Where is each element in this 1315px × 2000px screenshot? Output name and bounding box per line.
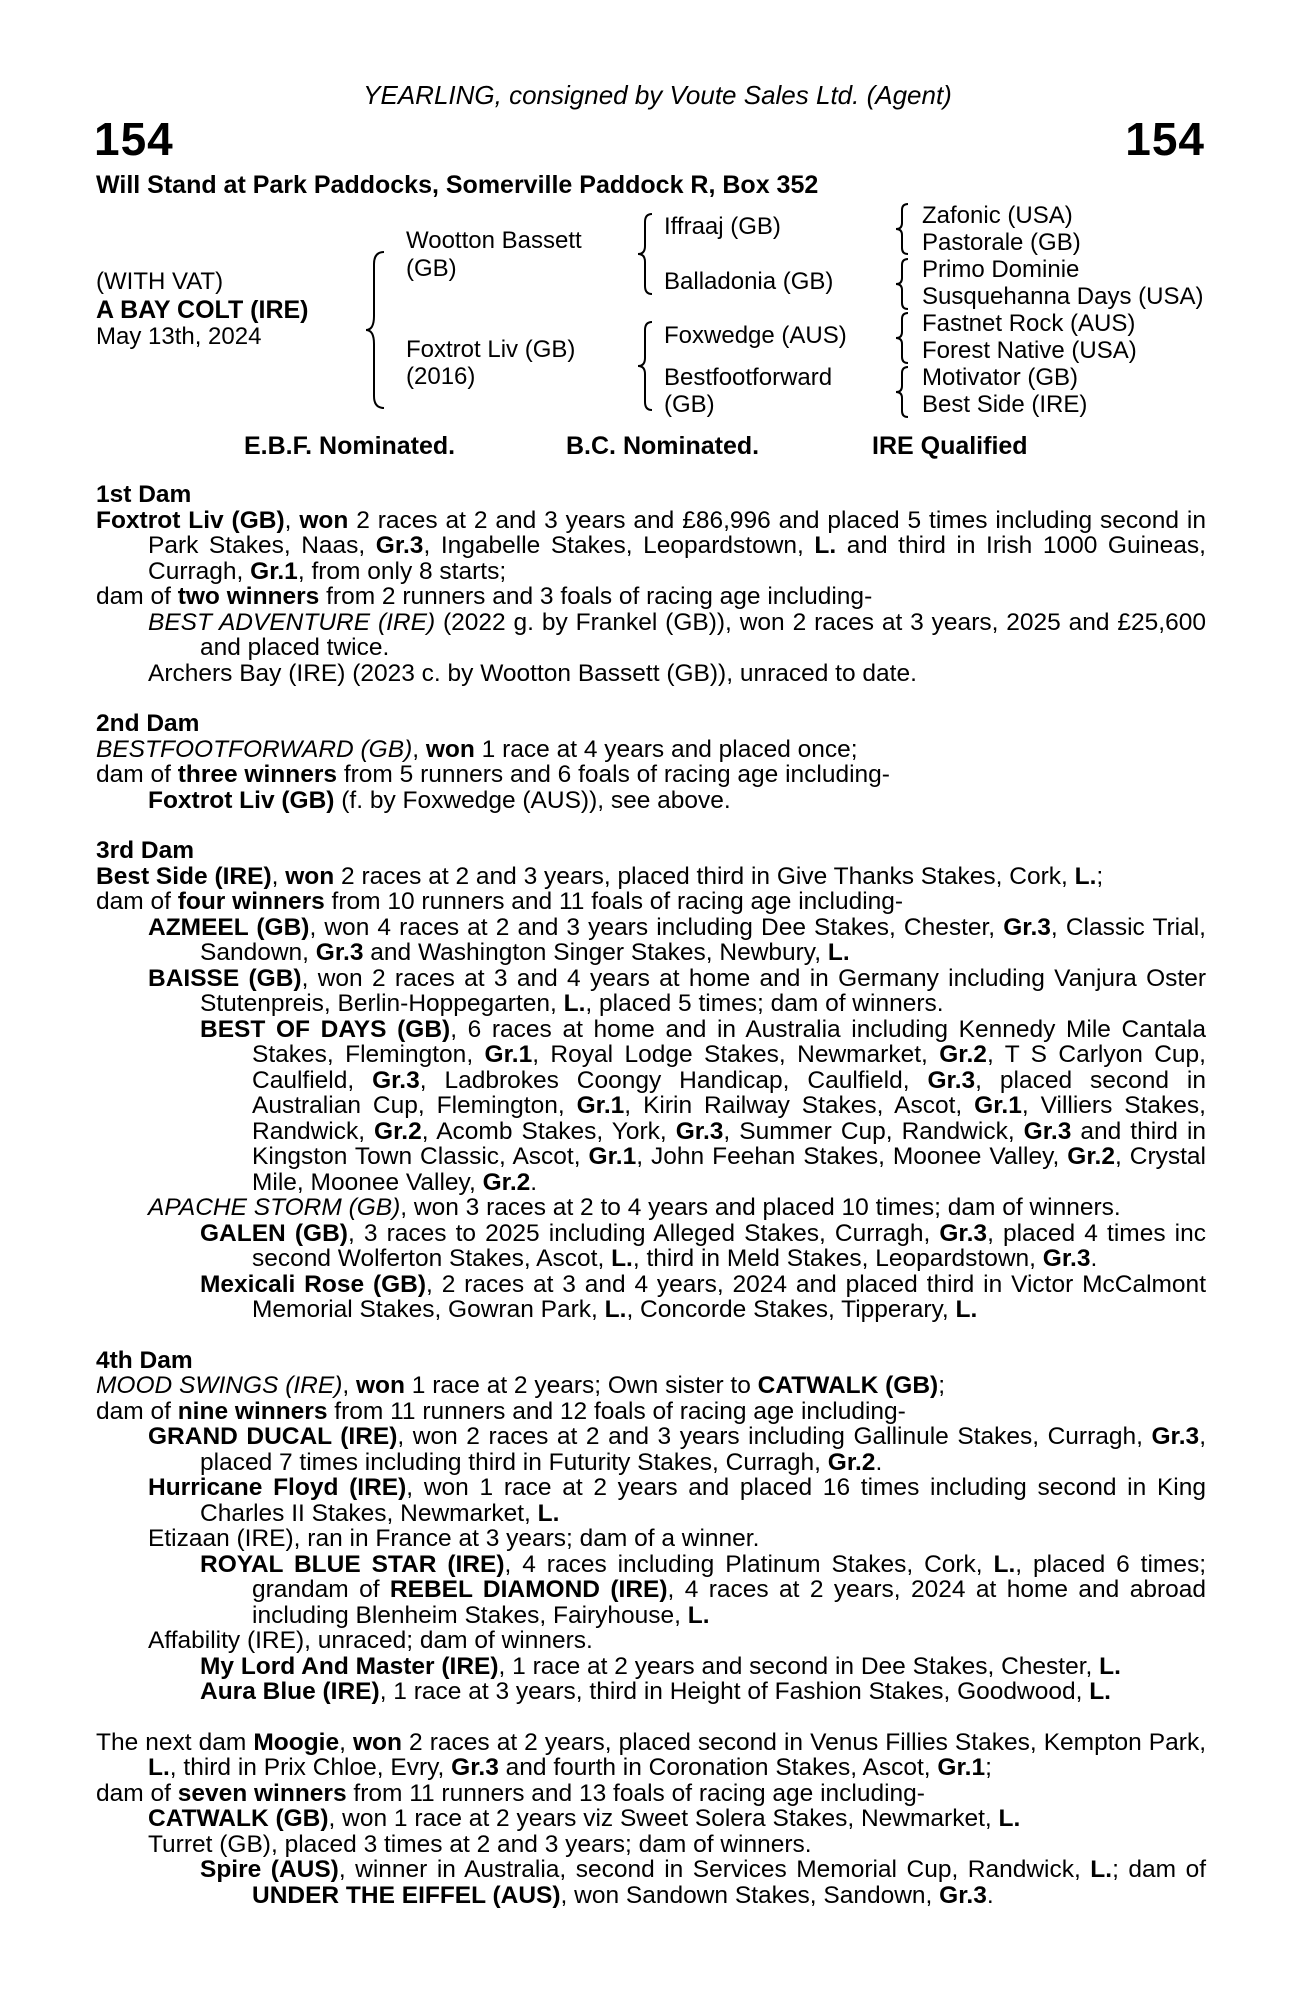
record-line: dam of three winners from 5 runners and 6 foals of racing age including-: [96, 761, 890, 788]
sire-name-2: (GB): [406, 255, 457, 282]
record-line: Spire (AUS), winner in Australia, second in Services Memorial Cup, Randwick, L.; dam of UNDER THE EIFFEL (AUS), won Sandown Stakes, Sandown, Gr.3.: [200, 1856, 1206, 1909]
dam-section: [96, 482, 1206, 686]
record-line: BEST OF DAYS (GB), 6 races at home and in Australia including Kennedy Mile Cantala Stakes, Flemington, Gr.1, Royal Lodge Stakes, Newmarket, Gr.2, T S Carlyon Cup, Caulfield, Gr.3, Ladbrokes Coongy Handicap, Caulfield, Gr.3, placed second in Australian Cup, Flemington, Gr.1, Kirin Railway Stakes, Ascot, Gr.1, Villiers Stakes, Randwick, Gr.2, Acomb Stakes, York, Gr.3, Summer Cup, Randwick, Gr.3 and third in Kingston Town Classic, Ascot, Gr.1, John Feehan Stakes, Moonee Valley, Gr.2, Crystal Mile, Moonee Valley, Gr.2.: [200, 1015, 1207, 1196]
gg-5: Fastnet Rock (AUS): [922, 310, 1136, 337]
record-line: The next dam Moogie, won 2 races at 2 years, placed second in Venus Fillies Stakes, Kempton Park, L., third in Prix Chloe, Evry, Gr.3 and fourth in Coronation Stakes, Ascot, Gr.1;: [96, 1728, 1206, 1781]
record-line: Etizaan (IRE), ran in France at 3 years; dam of a winner.: [148, 1525, 760, 1552]
record-line: AZMEEL (GB), won 4 races at 2 and 3 years including Dee Stakes, Chester, Gr.3, Classic Trial, Sandown, Gr.3 and Washington Singer Stakes, Newbury, L.: [148, 913, 1206, 966]
sire-dam: Balladonia (GB): [664, 268, 834, 295]
gg-2: Pastorale (GB): [922, 229, 1081, 256]
lot-number-right: 154: [1125, 113, 1205, 165]
dam-name-2: (2016): [406, 363, 476, 390]
record-line: MOOD SWINGS (IRE), won 1 race at 2 years; Own sister to CATWALK (GB);: [96, 1372, 946, 1399]
pedigree-brace-sire: [636, 212, 656, 296]
pedigree-brace-gg4: [894, 365, 912, 419]
record-line: Foxtrot Liv (GB), won 2 races at 2 and 3 years and £86,996 and placed 5 times including second in Park Stakes, Naas, Gr.3, Ingabelle Stakes, Leopardstown, L. and third in Irish 1000 Guineas, Curragh, Gr.1, from only 8 starts;: [96, 506, 1206, 585]
record-line: My Lord And Master (IRE), 1 race at 2 years and second in Dee Stakes, Chester, L.: [200, 1652, 1121, 1680]
record-line: APACHE STORM (GB), won 3 races at 2 to 4 years and placed 10 times; dam of winners.: [148, 1194, 1121, 1221]
dam-name-1: Foxtrot Liv (GB): [406, 336, 576, 363]
record-line: Mexicali Rose (GB), 2 races at 3 and 4 years, 2024 and placed third in Victor McCalmont Memorial Stakes, Gowran Park, L., Concorde Stakes, Tipperary, L.: [200, 1270, 1206, 1323]
record-line: dam of nine winners from 11 runners and 12 foals of racing age including-: [96, 1397, 906, 1425]
record-line: ROYAL BLUE STAR (IRE), 4 races including Platinum Stakes, Cork, L., placed 6 times; grandam of REBEL DIAMOND (IRE), 4 races at 2 years, 2024 at home and abroad including Blenheim Stakes, Fairyhouse, L.: [200, 1550, 1206, 1629]
record-line: GALEN (GB), 3 races to 2025 including Alleged Stakes, Curragh, Gr.3, placed 4 times inc second Wolferton Stakes, Ascot, L., third in Meld Stakes, Leopardstown, Gr.3.: [200, 1219, 1207, 1272]
dam-section: [96, 838, 1206, 1323]
pedigree-table: [0, 0, 1315, 460]
dam-section: [96, 1348, 1206, 1705]
lot-number-left: 154: [94, 113, 174, 165]
pedigree-brace-main: [364, 250, 390, 410]
sire-sire: Iffraaj (GB): [664, 213, 781, 240]
section-heading: 3rd Dam: [96, 837, 195, 864]
sire-name-1: Wootton Bassett: [406, 227, 582, 254]
record-line: CATWALK (GB), won 1 race at 2 years viz Sweet Solera Stakes, Newmarket, L.: [148, 1805, 1021, 1832]
dam-section: [96, 711, 1206, 813]
pedigree-brace-gg3: [894, 311, 912, 365]
gg-8: Best Side (IRE): [922, 391, 1088, 418]
stand-location: Will Stand at Park Paddocks, Somerville Paddock R, Box 352: [96, 171, 819, 199]
dam-section: [96, 1730, 1206, 1909]
gg-1: Zafonic (USA): [922, 202, 1073, 229]
gg-3: Primo Dominie: [922, 256, 1080, 283]
record-line: Turret (GB), placed 3 times at 2 and 3 years; dam of winners.: [148, 1830, 812, 1858]
record-line: GRAND DUCAL (IRE), won 2 races at 2 and 3 years including Gallinule Stakes, Curragh, Gr.3, placed 7 times including third in Futurity Stakes, Curragh, Gr.2.: [148, 1423, 1206, 1476]
pedigree-brace-dam: [636, 320, 656, 412]
nomination-ebf: E.B.F. Nominated.: [244, 432, 456, 460]
record-line: Affability (IRE), unraced; dam of winners.: [148, 1627, 593, 1654]
gg-6: Forest Native (USA): [922, 337, 1137, 364]
record-line: dam of two winners from 2 runners and 3 foals of racing age including-: [96, 583, 873, 610]
vat-label: (WITH VAT): [96, 268, 224, 295]
record-line: Foxtrot Liv (GB) (f. by Foxwedge (AUS)), see above.: [148, 786, 731, 814]
record-line: Archers Bay (IRE) (2023 c. by Wootton Bassett (GB)), unraced to date.: [148, 659, 917, 687]
dam-dam-2: (GB): [664, 391, 715, 418]
gg-4: Susquehanna Days (USA): [922, 283, 1204, 310]
section-heading: 1st Dam: [96, 481, 192, 508]
record-line: Hurricane Floyd (IRE), won 1 race at 2 years and placed 16 times including second in King Charles II Stakes, Newmarket, L.: [148, 1474, 1206, 1527]
record-line: BAISSE (GB), won 2 races at 3 and 4 years at home and in Germany including Vanjura Oster Stutenpreis, Berlin-Hoppegarten, L., placed 5 times; dam of winners.: [148, 964, 1207, 1017]
section-heading: 2nd Dam: [96, 710, 200, 737]
record-line: BEST ADVENTURE (IRE) (2022 g. by Frankel (GB)), won 2 races at 3 years, 2025 and £25,600 and placed twice.: [148, 608, 1206, 661]
dam-dam-1: Bestfootforward: [664, 364, 833, 391]
nomination-bc: B.C. Nominated.: [566, 432, 760, 460]
section-heading: 4th Dam: [96, 1346, 193, 1374]
consignment-line: YEARLING, consigned by Voute Sales Ltd. (Agent): [363, 80, 952, 110]
horse-name: A BAY COLT (IRE): [96, 296, 309, 324]
gg-7: Motivator (GB): [922, 364, 1079, 391]
record-line: dam of seven winners from 11 runners and 13 foals of racing age including-: [96, 1779, 925, 1807]
catalogue-body: [96, 482, 1206, 1933]
foaling-date: May 13th, 2024: [96, 323, 262, 350]
dam-sire: Foxwedge (AUS): [664, 322, 847, 349]
pedigree-brace-gg2: [894, 257, 912, 311]
record-line: Aura Blue (IRE), 1 race at 3 years, third in Height of Fashion Stakes, Goodwood, L.: [200, 1678, 1111, 1705]
pedigree-brace-gg1: [894, 202, 912, 256]
nomination-ire: IRE Qualified: [872, 432, 1028, 460]
record-line: dam of four winners from 10 runners and 11 foals of racing age including-: [96, 888, 904, 915]
record-line: BESTFOOTFORWARD (GB), won 1 race at 4 years and placed once;: [96, 735, 858, 763]
record-line: Best Side (IRE), won 2 races at 2 and 3 years, placed third in Give Thanks Stakes, Cork, L.;: [96, 862, 1104, 890]
